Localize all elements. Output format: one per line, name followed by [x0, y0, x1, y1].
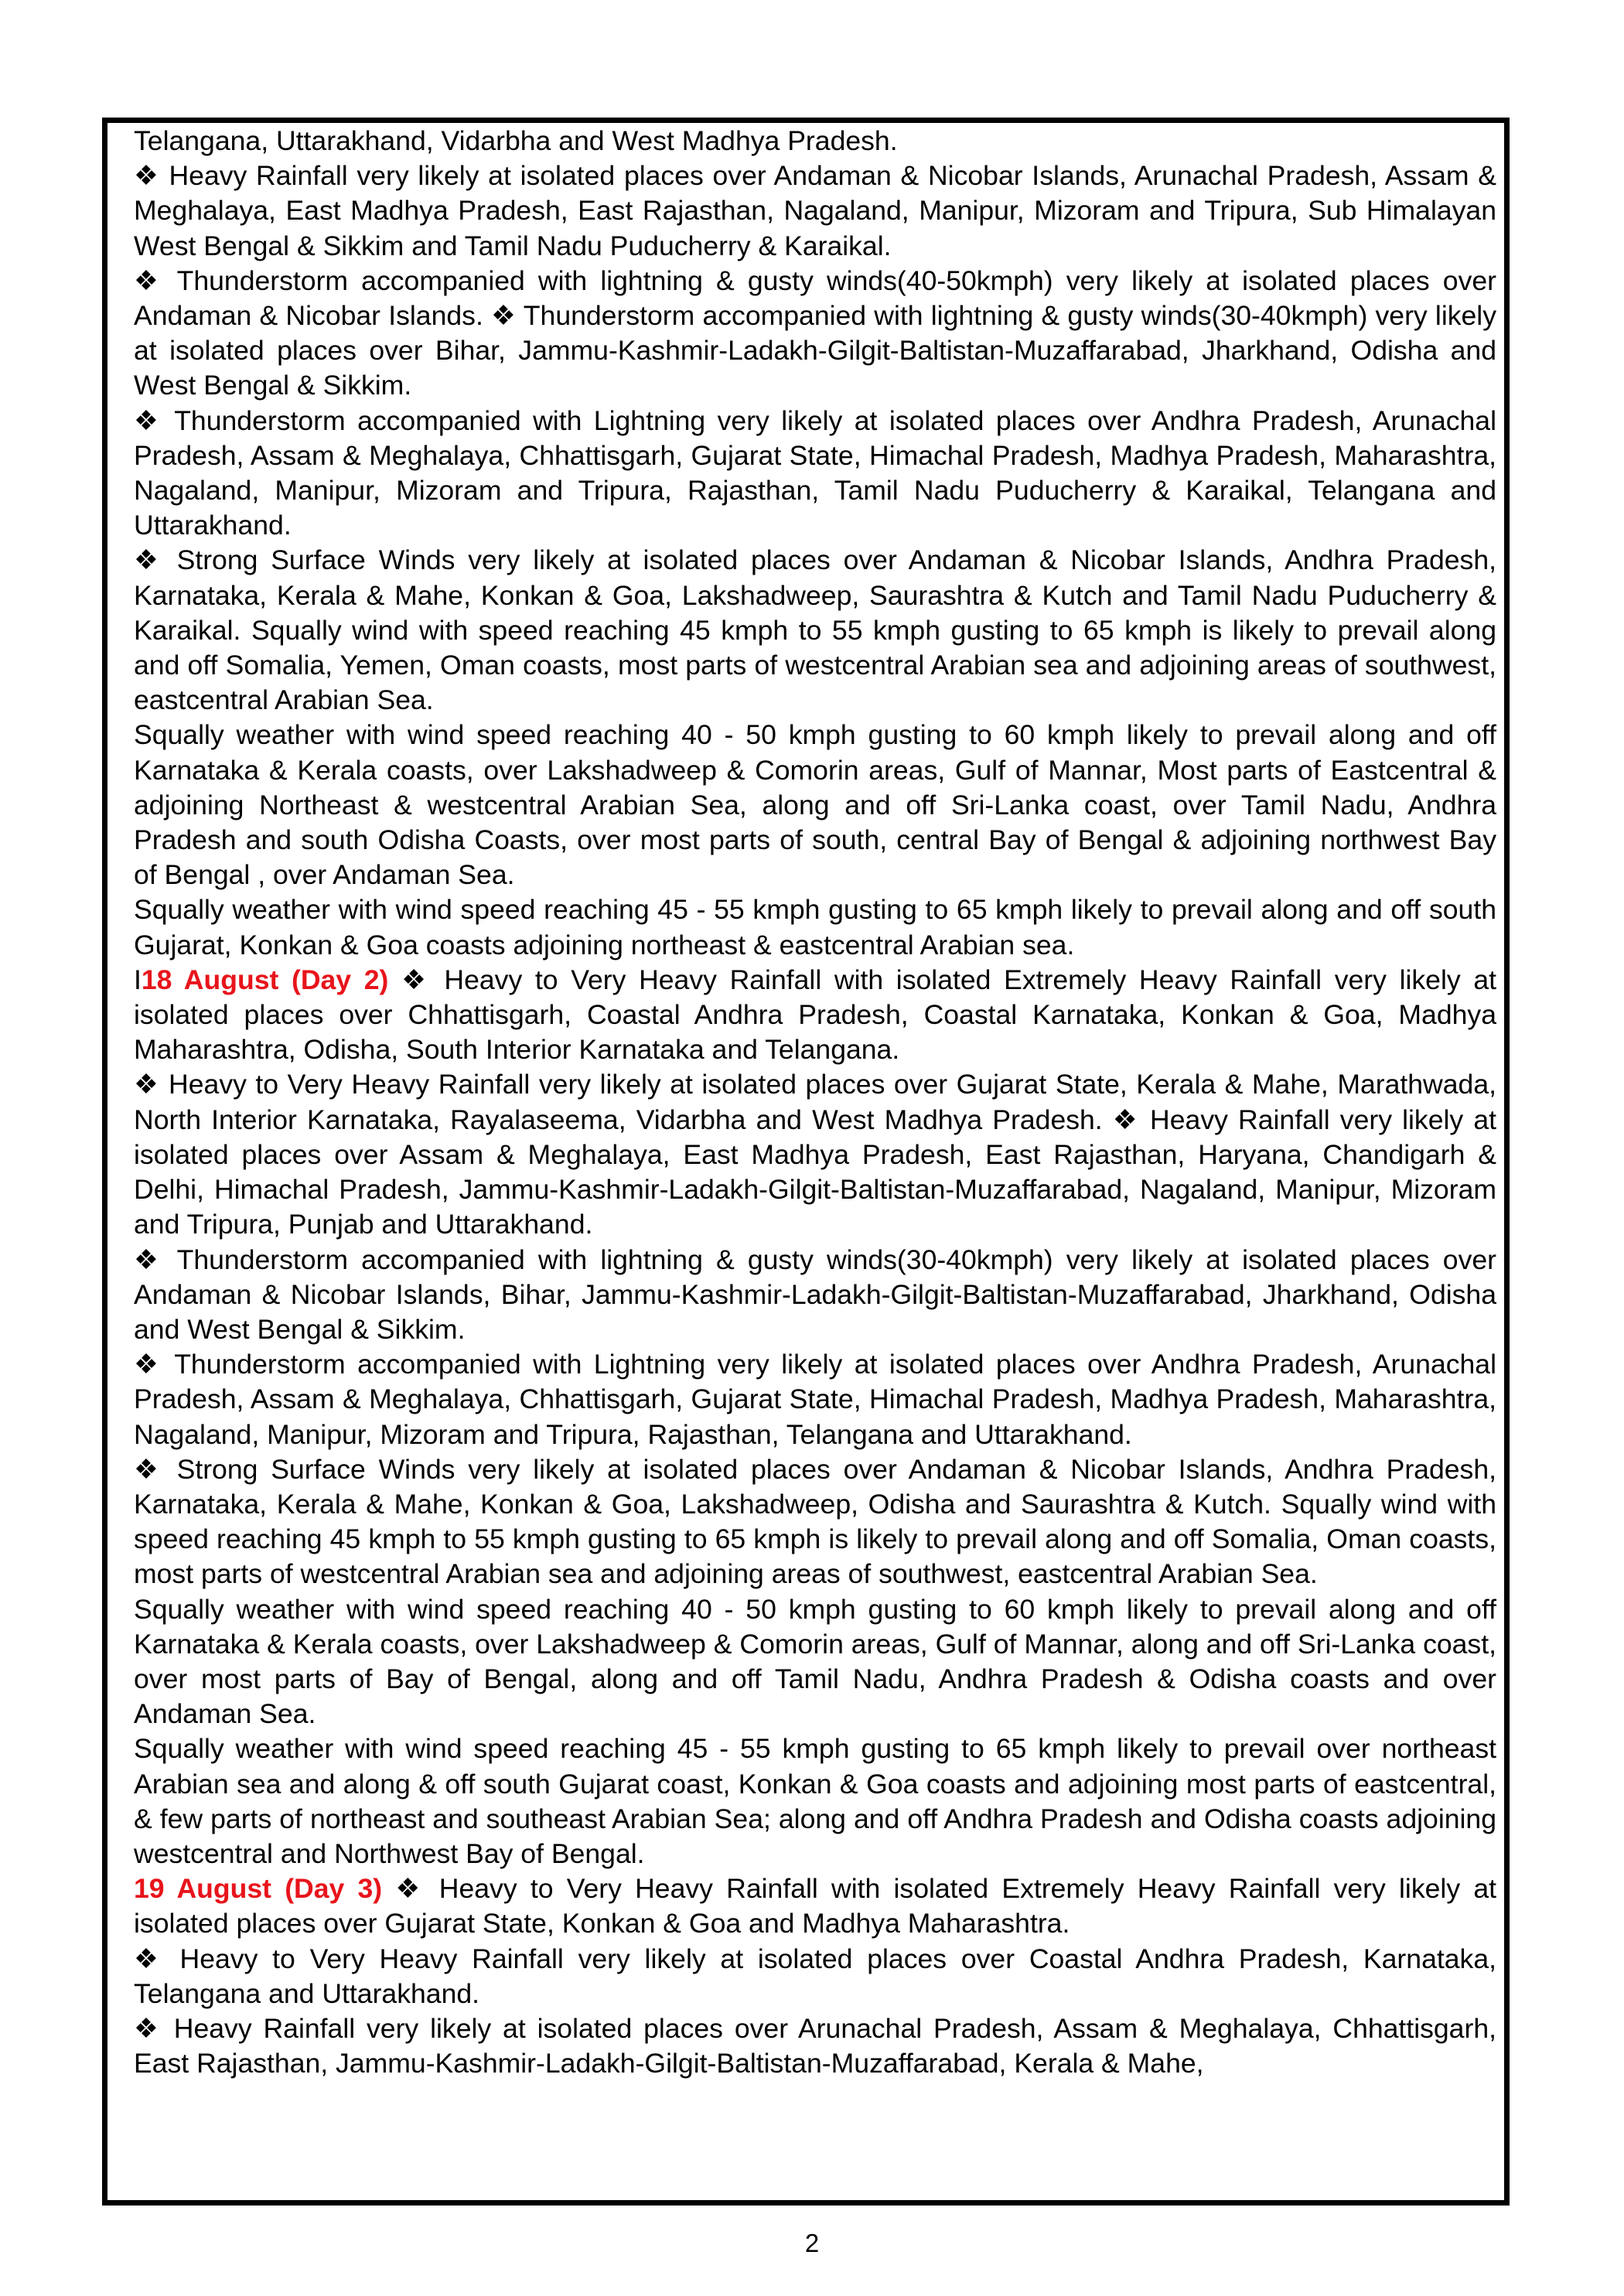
paragraph: ❖ Thunderstorm accompanied with lightning & gusty winds(40-50kmph) very likely at isolated places over Andaman & Nicobar Islands. ❖ Thunderstorm accompanied with lightning & gusty winds(30-40kmph) very likely at isolated places over Bihar, Jammu-Kashmir-Ladakh-Gilgit-Baltistan-Muzaffarabad, Jharkhand, Odisha and West Bengal & Sikkim.	[134, 264, 1496, 401]
paragraph: Telangana, Uttarakhand, Vidarbha and West Madhya Pradesh.	[134, 125, 898, 156]
paragraph: ❖ Heavy to Very Heavy Rainfall very likely at isolated places over Gujarat State, Kerala & Mahe, Marathwada, North Interior Karnataka, Rayalaseema, Vidarbha and West Madhya Pradesh. ❖ Heavy Rainfall very likely at isolated places over Assam & Meghalaya, East Madhya Pradesh, East Rajasthan, Haryana, Chandigarh & Delhi, Himachal Pradesh, Jammu-Kashmir-Ladakh-Gilgit-Baltistan-Muzaffarabad, Nagaland, Manipur, Mizoram and Tripura, Punjab and Uttarakhand.	[134, 1069, 1496, 1240]
forecast-text-body	[134, 124, 1496, 2081]
day-heading: 18 August (Day 2)	[141, 964, 389, 995]
paragraph-text: ❖ Heavy to Very Heavy Rainfall with isolated Extremely Heavy Rainfall very likely at isolated places over Gujarat State, Konkan & Goa and Madhya Maharashtra.	[134, 1873, 1496, 1939]
paragraph: ❖ Thunderstorm accompanied with Lightning very likely at isolated places over Andhra Pradesh, Arunachal Pradesh, Assam & Meghalaya, Chhattisgarh, Gujarat State, Himachal Pradesh, Madhya Pradesh, Maharashtra, Nagaland, Manipur, Mizoram and Tripura, Rajasthan, Telangana and Uttarakhand.	[134, 1349, 1496, 1450]
paragraph: Squally weather with wind speed reaching 40 - 50 kmph gusting to 60 kmph likely to prevail along and off Karnataka & Kerala coasts, over Lakshadweep & Comorin areas, Gulf of Mannar, along and off Sri-Lanka coast, over most parts of Bay of Bengal, along and off Tamil Nadu, Andhra Pradesh & Odisha coasts and over Andaman Sea.	[134, 1593, 1496, 1730]
paragraph-prefix: I	[134, 964, 142, 995]
paragraph-day-2	[134, 963, 1496, 1068]
paragraph: ❖ Heavy to Very Heavy Rainfall very likely at isolated places over Coastal Andhra Pradesh, Karnataka, Telangana and Uttarakhand.	[134, 1943, 1496, 2009]
paragraph: ❖ Heavy Rainfall very likely at isolated places over Andaman & Nicobar Islands, Arunachal Pradesh, Assam & Meghalaya, East Madhya Pradesh, East Rajasthan, Nagaland, Manipur, Mizoram and Tripura, Sub Himalayan West Bengal & Sikkim and Tamil Nadu Puducherry & Karaikal.	[134, 160, 1496, 261]
paragraph: Squally weather with wind speed reaching 45 - 55 kmph gusting to 65 kmph likely to prevail over northeast Arabian sea and along & off south Gujarat coast, Konkan & Goa coasts and adjoining most parts of eastcentral, & few parts of northeast and southeast Arabian Sea; along and off Andhra Pradesh and Odisha coasts adjoining westcentral and Northwest Bay of Bengal.	[134, 1733, 1496, 1869]
paragraph: ❖ Thunderstorm accompanied with lightning & gusty winds(30-40kmph) very likely at isolated places over Andaman & Nicobar Islands, Bihar, Jammu-Kashmir-Ladakh-Gilgit-Baltistan-Muzaffarabad, Jharkhand, Odisha and West Bengal & Sikkim.	[134, 1244, 1496, 1345]
paragraph-text: ❖ Heavy to Very Heavy Rainfall with isolated Extremely Heavy Rainfall very likely at isolated places over Chhattisgarh, Coastal Andhra Pradesh, Coastal Karnataka, Konkan & Goa, Madhya Maharashtra, Odisha, South Interior Karnataka and Telangana.	[134, 964, 1496, 1066]
day-heading: 19 August (Day 3)	[134, 1873, 383, 1905]
paragraph: ❖ Thunderstorm accompanied with Lightning very likely at isolated places over Andhra Pradesh, Arunachal Pradesh, Assam & Meghalaya, Chhattisgarh, Gujarat State, Himachal Pradesh, Madhya Pradesh, Maharashtra, Nagaland, Manipur, Mizoram and Tripura, Rajasthan, Tamil Nadu Puducherry & Karaikal, Telangana and Uttarakhand.	[134, 404, 1496, 541]
paragraph: ❖ Strong Surface Winds very likely at isolated places over Andaman & Nicobar Islands, Andhra Pradesh, Karnataka, Kerala & Mahe, Konkan & Goa, Lakshadweep, Odisha and Saurashtra & Kutch. Squally wind with speed reaching 45 kmph to 55 kmph gusting to 65 kmph is likely to prevail along and off Somalia, Oman coasts, most parts of westcentral Arabian sea and adjoining areas of southwest, eastcentral Arabian Sea.	[134, 1453, 1496, 1590]
paragraph: Squally weather with wind speed reaching 40 - 50 kmph gusting to 60 kmph likely to prevail along and off Karnataka & Kerala coasts, over Lakshadweep & Comorin areas, Gulf of Mannar, Most parts of Eastcentral & adjoining Northeast & westcentral Arabian Sea, along and off Sri-Lanka coast, over Tamil Nadu, Andhra Pradesh and south Odisha Coasts, over most parts of south, central Bay of Bengal & adjoining northwest Bay of Bengal , over Andaman Sea.	[134, 719, 1496, 891]
page-number: 2	[804, 2229, 820, 2257]
paragraph: ❖ Strong Surface Winds very likely at isolated places over Andaman & Nicobar Islands, Andhra Pradesh, Karnataka, Kerala & Mahe, Konkan & Goa, Lakshadweep, Saurashtra & Kutch and Tamil Nadu Puducherry & Karaikal. Squally wind with speed reaching 45 kmph to 55 kmph gusting to 65 kmph is likely to prevail along and off Somalia, Yemen, Oman coasts, most parts of westcentral Arabian sea and adjoining areas of southwest, eastcentral Arabian Sea.	[134, 544, 1496, 716]
paragraph-day-3	[134, 1871, 1496, 1941]
paragraph: ❖ Heavy Rainfall very likely at isolated places over Arunachal Pradesh, Assam & Meghalaya, Chhattisgarh, East Rajasthan, Jammu-Kashmir-Ladakh-Gilgit-Baltistan-Muzaffarabad, Kerala & Mahe,	[134, 2012, 1496, 2079]
paragraph: Squally weather with wind speed reaching 45 - 55 kmph gusting to 65 kmph likely to prevail along and off south Gujarat, Konkan & Goa coasts adjoining northeast & eastcentral Arabian sea.	[134, 894, 1496, 960]
